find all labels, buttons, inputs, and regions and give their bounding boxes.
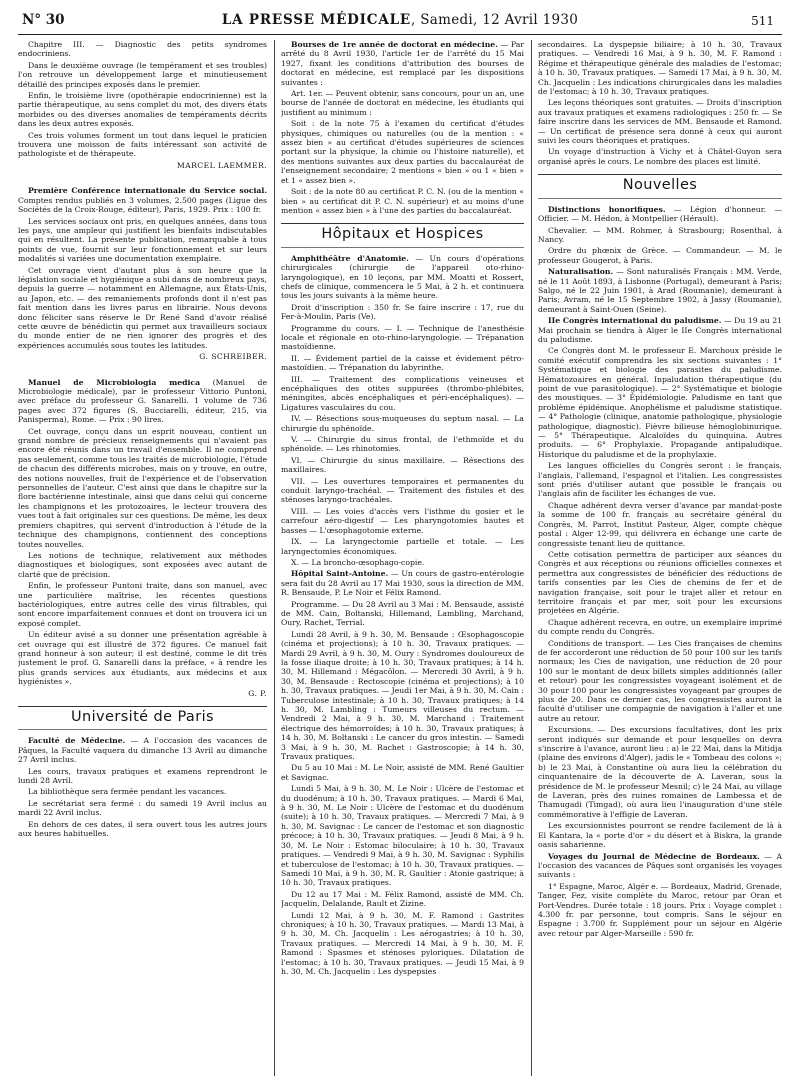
paragraph: Chapitre III. — Diagnostic des petits syndromes endocriniens. xyxy=(18,40,267,59)
signature: G. P. xyxy=(248,688,267,698)
section-heading: Université de Paris xyxy=(18,706,267,730)
paragraph: Un voyage d'instruction à Vichy et à Châtel-Guyon sera organisé après le cours. Le nombre des places est limité. xyxy=(538,147,782,166)
paragraph: Les langues officielles du Congrès seront : le français, l'anglais, l'allemand, l'espagnol et l'italien. Les congressistes sont priés d'utiliser autant que possible le français ou l'anglais afin de faciliter les échanges de vue. xyxy=(538,461,782,499)
item-title: Faculté de Médecine. xyxy=(28,736,126,746)
item-title: Bourses de 1re année de doctorat en médecine. xyxy=(291,40,498,49)
paragraph: Cette cotisation permettra de participer aux séances du Congrès et aux réceptions ou réunions officielles connexes et permettra aux congressistes de bénéficier des réductions de tarifs consenties par les Cies de chemins de fer et de navigation française, soit pour le trajet aller et retour en territoire français et par mer, soit pour les excursions projetées en Algérie. xyxy=(538,549,782,616)
issue-date: Samedi, 12 Avril 1930 xyxy=(420,12,579,28)
paragraph: Soit : de la note 75 à l'examen du certificat d'études physiques, chimiques ou naturelles (ou de la mention : « assez bien » au certificat d'études supérieures de sciences portant sur la physique, la chimie ou l'histoire naturelle), et des mentions suivantes aux deux parties du baccalauréat de l'enseignement secondaire; 2 mentions « bien » ou 1 « bien » et 1 « assez bien ». xyxy=(281,119,524,185)
column-2 xyxy=(281,40,524,1076)
paragraph: Les services sociaux ont pris, en quelques années, dans tous les pays, une ampleur qui justifient les bienfaits indiscutables qui en résultent. La présente publication, remarquable à tous points de vue, fournit sur leur fonctionnement et sur leurs modalités si variées une documentation exemplaire. xyxy=(18,216,267,264)
paragraph: secondaires. La dyspepsie biliaire; à 10 h. 30, Travaux pratiques. — Vendredi 16 Mai, à 9 h. 30, M. F. Ramond : Régime et thérapeutique générale des maladies de l'estomac; à 10 h. 30, Travaux pratiques. — Samedi 17 Mai, à 9 h. 30, M. Ch. Jacquelin : Les indications chirurgicales dans les maladies de l'estomac; à 10 h. 30, Travaux pratiques. xyxy=(538,40,782,97)
paragraph: Le secrétariat sera fermé : du samedi 19 Avril inclus au mardi 22 Avril inclus. xyxy=(18,798,267,818)
paragraph: 1° Espagne, Maroc, Algér e. — Bordeaux, Madrid, Grenade, Tanger, Fez, visite complète du Maroc, retour par Oran et Port-Vendres. Durée totale : 18 jours. Prix : Voyage complet : 4.300 fr. par personne, tout compris. Sans le séjour en Espagne : 3.700 fr. Supplément pour un séjour en Algérie avec retour par Alger-Marseille : 590 fr. xyxy=(538,881,782,938)
item-title: Hôpital Saint-Antoine. xyxy=(291,569,389,579)
paragraph: Cet ouvrage vient d'autant plus à son heure que la législation sociale et hygiénique a subi dans de nombreux pays, depuis la guerre — notamment en Allemagne, aux États-Unis, au Japon, etc. — des remaniements profonds dont il n'est pas fait mention dans les livres parus en librairie. Nous devons donc féliciter sans réserve le Dr René Sand d'avoir réalisé cette œuvre de bénédictin qui permet aux travailleurs sociaux du monde entier de ne rien ignorer des progrès et des expériences accumulés sous toutes les latitudes. xyxy=(18,265,267,350)
paragraph: IX. — La laryngectomie partielle et totale. — Les laryngectomies économiques. xyxy=(281,537,524,556)
paragraph: Ces trois volumes forment un tout dans lequel le praticien trouvera une moisson de faits intéressant son activité de pathologiste et de thérapeute. xyxy=(18,130,267,159)
item-title: Amphithéâtre d'Anatomie. xyxy=(291,253,409,263)
paragraph: Enfin, le professeur Puntoni traite, dans son manuel, avec une particulière maîtrise, les récentes questions bactériologiques, entre autres celle des virus filtrables, qui sont encore imparfaitement connues et dont on trouvera ici un exposé complet. xyxy=(18,581,267,628)
book-review-entry xyxy=(18,378,267,425)
paragraph: En dehors de ces dates, il sera ouvert tous les autres jours aux heures habituelles. xyxy=(18,819,267,839)
signature: G. SCHREIBER. xyxy=(199,352,267,362)
paragraph: V. — Chirurgie du sinus frontal, de l'ethmoïde et du sphénoïde. — Les rhinotomies. xyxy=(281,435,524,454)
journal-title: LA PRESSE MÉDICALE xyxy=(221,12,412,28)
news-item: Faculté de Médecine. — A l'occasion des vacances de Pâques, la Faculté vaquera du dimanche 13 Avril au dimanche 27 Avril inclus. xyxy=(18,736,267,765)
paragraph: Chevalier. — MM. Rohmer, à Strasbourg; Rosenthal, à Nancy. xyxy=(538,225,782,244)
paragraph: La bibliothèque sera fermée pendant les vacances. xyxy=(28,787,227,797)
column-3 xyxy=(538,40,782,1076)
paragraph: III. — Traitement des complications veineuses et encéphaliques des otites suppurées (thrombo-phlébites, méningites, abcès encéphaliques et péri-encéphaliques). — Ligatures vasculaires du cou. xyxy=(281,374,524,412)
paragraph: Soit : de la note 80 au certificat P. C. N. (ou de la mention « bien » au certificat dit P. C. N. supérieur) et au moins d'une mention « assez bien » à l'une des parties du baccalauréat. xyxy=(281,187,524,215)
paragraph: Lundi 5 Mai, à 9 h. 30, M. Le Noir : Ulcère de l'estomac et du duodénum; à 10 h. 30, Travaux pratiques. — Mardi 6 Mai, à 9 h. 30, M. Le Noir : Ulcère de l'estomac et du duodénum (suite); à 10 h. 30, Travaux pratiques. — Mercredi 7 Mai, à 9 h. 30, M. Savignac : Le cancer de l'estomac et son diagnostic précoce; à 10 h. 30, Travaux pratiques. — Jeudi 8 Mai, à 9 h. 30, M. Le Noir : Estomac biloculaire; à 10 h. 30, Travaux pratiques. — Vendredi 9 Mai, à 9 h. 30, M. Savignac : Syphilis et tuberculose de l'estomac; à 10 h. 30, Travaux pratiques. — Samedi 10 Mai, à 9 h. 30, M. R. Gaultier : Atonie gastrique; à 10 h. 30, Travaux pratiques. xyxy=(281,784,524,888)
book-reference: (Manuel de Microbiologie médicale), par le professeur Vittorio Puntoni, avec préface du professeur G. Sanarelli. 1 volume de 736 pages avec 372 figures (S. Bucciarelli, éditeur, 215, via Panisperma), Rome. — Prix : 90 lires. xyxy=(18,377,267,425)
paragraph: Cet ouvrage, conçu dans un esprit nouveau, contient un grand nombre de précieux renseignements qui n'avaient pas encore été réunis dans un travail d'ensemble. Il ne comprend pas seulement, comme tous les traités de microbiologie, l'étude de chacun des différents microbes, mais on y trouve, en outre, des notions nouvelles, fruit de l'expérience et de l'observation personnelles de l'auteur. C'est ainsi que dans le chapitre sur la flore bactérienne intestinale, ainsi que dans celui qui concerne les champignons et les protozoaires, le lecteur trouvera des vues tout à fait originales sur ces questions. De même, les deux premiers chapitres, qui servent d'introduction à l'étude de la technique des champignons, contiennent des conceptions toutes nouvelles. xyxy=(18,426,267,549)
paragraph: X. — La broncho-œsophago-copie. xyxy=(291,557,425,567)
book-title: Première Conférence internationale du Service social. xyxy=(28,186,267,196)
paragraph: Conditions de transport. — Les Cies françaises de chemins de fer accorderont une réduction de 50 pour 100 sur les tarifs normaux; les Cies de navigation, une réduction de 20 pour 100 sur le montant de deux billets simples additionnés (aller et retour) pour les congressistes voyageant isolément et de 30 pour 100 pour les congressistes voyageant par groupes de plus de 20. Dans ce dernier cas, les congressistes auront la faculté d'utiliser une compagnie de navigation à l'aller et une autre au retour. xyxy=(538,638,782,723)
news-item: Distinctions honorifiques. — Légion d'honneur. — Officier. — M. Hédon, à Montpellier (Hérault). xyxy=(538,204,782,224)
paragraph: Excursions. — Des excursions facultatives, dont les prix seront indiqués sur demande et pour lesquelles on devra s'inscrire à l'avance, auront lieu : a) le 22 Mai, dans la Mitidja (plaine des environs d'Alger), jadis le « Tombeau des colons »; b) le 23 Mai, à Constantine où aura lieu la célébration du cinquantenaire de la découverte de A. Laveran, sous la présidence de M. le professeur Mesnil; c) le 24 Mai, au village de Laveran, près des ruines romaines de Lambessa et de Thamugadi (Timgad), où aura lieu l'inauguration d'une stèle commémorative à l'effigie de Laveran. xyxy=(538,725,782,819)
news-item: Voyages du Journal de Médecine de Bordeaux. — A l'occasion des vacances de Pâques sont organisés les voyages suivants : xyxy=(538,851,782,880)
paragraph: Du 12 au 17 Mai : M. Félix Ramond, assisté de MM. Ch. Jacquelin, Delalande, Rault et Zizine. xyxy=(281,889,524,909)
news-item: Hôpital Saint-Antoine. — Un cours de gastro-entérologie sera fait du 28 Avril au 17 Mai 1930, sous la direction de MM. R. Bensaude, P. Le Noir et Félix Ramond. xyxy=(281,569,524,598)
section-heading: Hôpitaux et Hospices xyxy=(281,223,524,247)
paragraph: Du 5 au 10 Mai : M. Le Noir, assisté de MM. René Gaultier et Savignac. xyxy=(281,763,524,782)
news-item: IIe Congrès international du paludisme. — Du 19 au 21 Mai prochain se tiendra à Alger le IIe Congrès international du paludisme. xyxy=(538,316,782,344)
book-review-entry xyxy=(18,186,267,214)
paragraph: Un éditeur avisé a su donner une présentation agréable à cet ouvrage qui est illustré de 372 figures. Ce manuel fait grand honneur à son auteur; il est destiné, comme le dit très justement le prof. G. Sanarelli dans la préface, « à rendre les plus grands services aux étudiants, aux médecins et aux hygiénistes ». xyxy=(18,630,267,687)
paragraph: IV. — Résections sous-muqueuses du septum nasal. — La chirurgie du sphénoïde. xyxy=(281,414,524,433)
book-title: Manuel de Microbiologia medica xyxy=(28,377,201,387)
column-divider xyxy=(274,40,275,1076)
news-item: Amphithéâtre d'Anatomie. — Un cours d'opérations chirurgicales (chirurgie de l'appareil oto-rhino-laryngologique), en 10 leçons, par MM. Moatti et Rossert, chefs de clinique, commencera le 5 Mai, à 2 h. et continuera tous les jours suivants à la même heure. xyxy=(281,253,524,301)
paragraph: VII. — Les ouvertures temporaires et permanentes du conduit laryngo-trachéal. — Traitement des fistules et des sténoses laryngo-trachéales. xyxy=(281,476,524,505)
column-divider xyxy=(531,40,532,1076)
news-item: Bourses de 1re année de doctorat en médecine. — Par arrêté du 8 Avril 1930, l'article 1er de l'arrêté du 15 Mai 1927, fixant les conditions d'attribution des bourses de doctorat en médecine, est remplacé par les dispositions suivantes : xyxy=(281,40,524,87)
item-title: Voyages du Journal de Médecine de Bordeaux. xyxy=(548,851,760,861)
item-title: Naturalisation. xyxy=(548,267,614,277)
paragraph: II. — Évidement partiel de la caisse et évidement pétro-mastoïdien. — Trépanation du labyrinthe. xyxy=(281,353,524,373)
paragraph: VI. — Chirurgie du sinus maxillaire. — Résections des maxillaires. xyxy=(281,455,524,475)
paragraph: Les cours, travaux pratiques et examens reprendront le lundi 28 Avril. xyxy=(18,766,267,786)
paragraph: Les notions de technique, relativement aux méthodes diagnostiques et biologiques, sont exposées avec autant de clarté que de précision. xyxy=(18,550,267,579)
paragraph: Art. 1er. — Peuvent obtenir, sans concours, pour un an, une bourse de l'année de doctorat en médecine, les étudiants qui justifient au minimum : xyxy=(281,89,524,117)
paragraph: Ordre du phœnix de Grèce. — Commandeur. — M. le professeur Gougerot, à Paris. xyxy=(538,246,782,265)
item-title: IIe Congrès international du paludisme. xyxy=(548,316,722,326)
news-item: Naturalisation. — Sont naturalisés Français : MM. Verde, né le 11 Août 1893, à Lisbonne (Portugal), demeurant à Paris; Salgo, né le 22 Juin 1901, à Arad (Roumanie), demeurant à Paris; Avram, né le 15 Septembre 1902, à Jassy (Roumanie), demeurant à Saint-Ouen (Seine). xyxy=(538,267,782,314)
paragraph: Ce Congrès dont M. le professeur E. Marchoux préside le comité exécutif comprendra les six sections suivantes : 1° Systématique et biologie des parasites du paludisme. Hématozoaires en général. Inpaludation thérapeutique (du point de vue parasitologique). — 2° Systématique et biologie des moustiques. — 3° Épidémiologie. Paludisme en tant que problème épidémique. Anophélisme et paludisme statistique. — 4° Pathologie (clinique, anatomie pathologique, physiologie pathologique, diagnostic). Fièvre bilieuse hémoglobinurique. — 5° Thérapeutique. Alcaloïdes du quinquina. Autres produits. — 6° Prophylaxie. Propagande antipaludique. Historique du paludisme et de la prophylaxie. xyxy=(538,346,782,459)
paragraph: Chaque adhérent recevra, en outre, un exemplaire imprimé du compte rendu du Congrès. xyxy=(538,617,782,637)
page-header xyxy=(18,8,782,35)
paragraph: Enfin, le troisième livre (opothérapie endocrinienne) est la partie thérapeutique, au sens complet du mot, des divers états morbides ou des diverses anomalies de tempéraments décrits dans les deux autres exposés. xyxy=(18,91,267,129)
paragraph: Les leçons théoriques sont gratuites. — Droits d'inscription aux travaux pratiques et examens radiologiques : 250 fr. — Se faire inscrire dans les services de MM. Bensaude et Ramond. — Un certificat de présence sera donné à ceux qui auront suivi les cours théoriques et pratiques. xyxy=(538,98,782,146)
issue-number: N° 30 xyxy=(22,12,65,28)
page-number: 511 xyxy=(751,14,774,28)
masthead: LA PRESSE MÉDICALE, Samedi, 12 Avril 1930 xyxy=(221,12,579,28)
paragraph: Les excursionnistes pourront se rendre facilement de là à El Kantara, la « porte d'or » du désert et à Biskra, la grande oasis saharienne. xyxy=(538,821,782,850)
book-reference: Comptes rendus publiés en 3 volumes, 2.500 pages (Ligue des Sociétés de la Croix-Rouge, éditeur), Paris, 1929. Prix : 100 fr. xyxy=(18,195,267,215)
signature: MARCEL LAEMMER. xyxy=(176,160,267,170)
paragraph: Lundi 12 Mai, à 9 h. 30, M. F. Ramond : Gastrites chroniques; à 10 h. 30, Travaux pratiques. — Mardi 13 Mai, à 9 h. 30, M. Ch. Jacquelin : Les aérogastries; à 10 h. 30, Travaux pratiques. — Mercredi 14 Mai, à 9 h. 30, M. F. Ramond : Spasmes et sténoses pyloriques. Dilatation de l'estomac; à 10 h. 30, Travaux pratiques. — Jeudi 15 Mai, à 9 h. 30, M. Ch. Jacquelin : Les dyspepsies xyxy=(281,910,524,976)
item-title: Distinctions honorifiques. xyxy=(548,204,666,214)
paragraph: Programme. — Du 28 Avril au 3 Mai : M. Bensaude, assisté de MM. Cain, Boltanski, Hillemand, Lambling, Marchand, Oury, Rachet, Terrial. xyxy=(281,599,524,628)
section-heading: Nouvelles xyxy=(538,174,782,198)
paragraph: VIII. — Les voies d'accès vers l'isthme du gosier et le carrefour aéro-digestif — Les pharyngotomies hautes et basses — L'œsophagotomie externe. xyxy=(281,506,524,535)
column-1 xyxy=(18,40,267,1076)
paragraph: Lundi 28 Avril, à 9 h. 30, M. Bensaude : Œsophagoscopie (cinéma et projections); à 10 h. 30, Travaux pratiques. — Mardi 29 Avril, à 9 h. 30, M. Oury : Syndromes douloureux de la fosse iliaque droite; à 10 h. 30, Travaux pratiques; à 14 h. 30, M. Hillemand : Mégacôlon. — Mercredi 30 Avril, à 9 h. 30, M. Bensaude : Rectoscopie (cinéma et projections); à 10 h. 30, Travaux pratiques. — Jeudi 1er Mai, à 9 h. 30, M. Cain : Tuberculose intestinale; à 10 h. 30, Travaux pratiques; à 14 h. 30, M. Lambling : Tumeurs villeuses du rectum. — Vendredi 2 Mai, à 9 h. 30, M. Marchand : Traitement électrique des hémorroïdes; à 10 h. 30, Travaux pratiques; à 14 h. 30, M. Boltanski : Le cancer du gros intestin. — Samedi 3 Mai, à 9 h. 30, M. Rachet : Gastroscopie; à 14 h. 30, Travaux pratiques. xyxy=(281,629,524,762)
paragraph: Dans le deuxième ouvrage (le tempérament et ses troubles) l'on retrouve un développement large et minutieusement détaillé des principes exposés dans le premier. xyxy=(18,60,267,89)
paragraph: Programme du cours. — I. — Technique de l'anesthésie locale et régionale en oto-rhino-laryngologie. — Trépanation mastoïdienne. xyxy=(281,323,524,352)
paragraph: Droit d'inscription : 350 fr. Se faire inscrire : 17, rue du Fer-à-Moulin, Paris (Ve). xyxy=(281,302,524,322)
paragraph: Chaque adhérent devra verser d'avance par mandat-poste la somme de 100 fr. français au secrétaire général du Congrès, M. Parrot, Institut Pasteur, Alger, compte chèque postal : Alger 12-99, qui délivrera en échange une carte de congressiste tenant lieu de quittance. xyxy=(538,500,782,548)
